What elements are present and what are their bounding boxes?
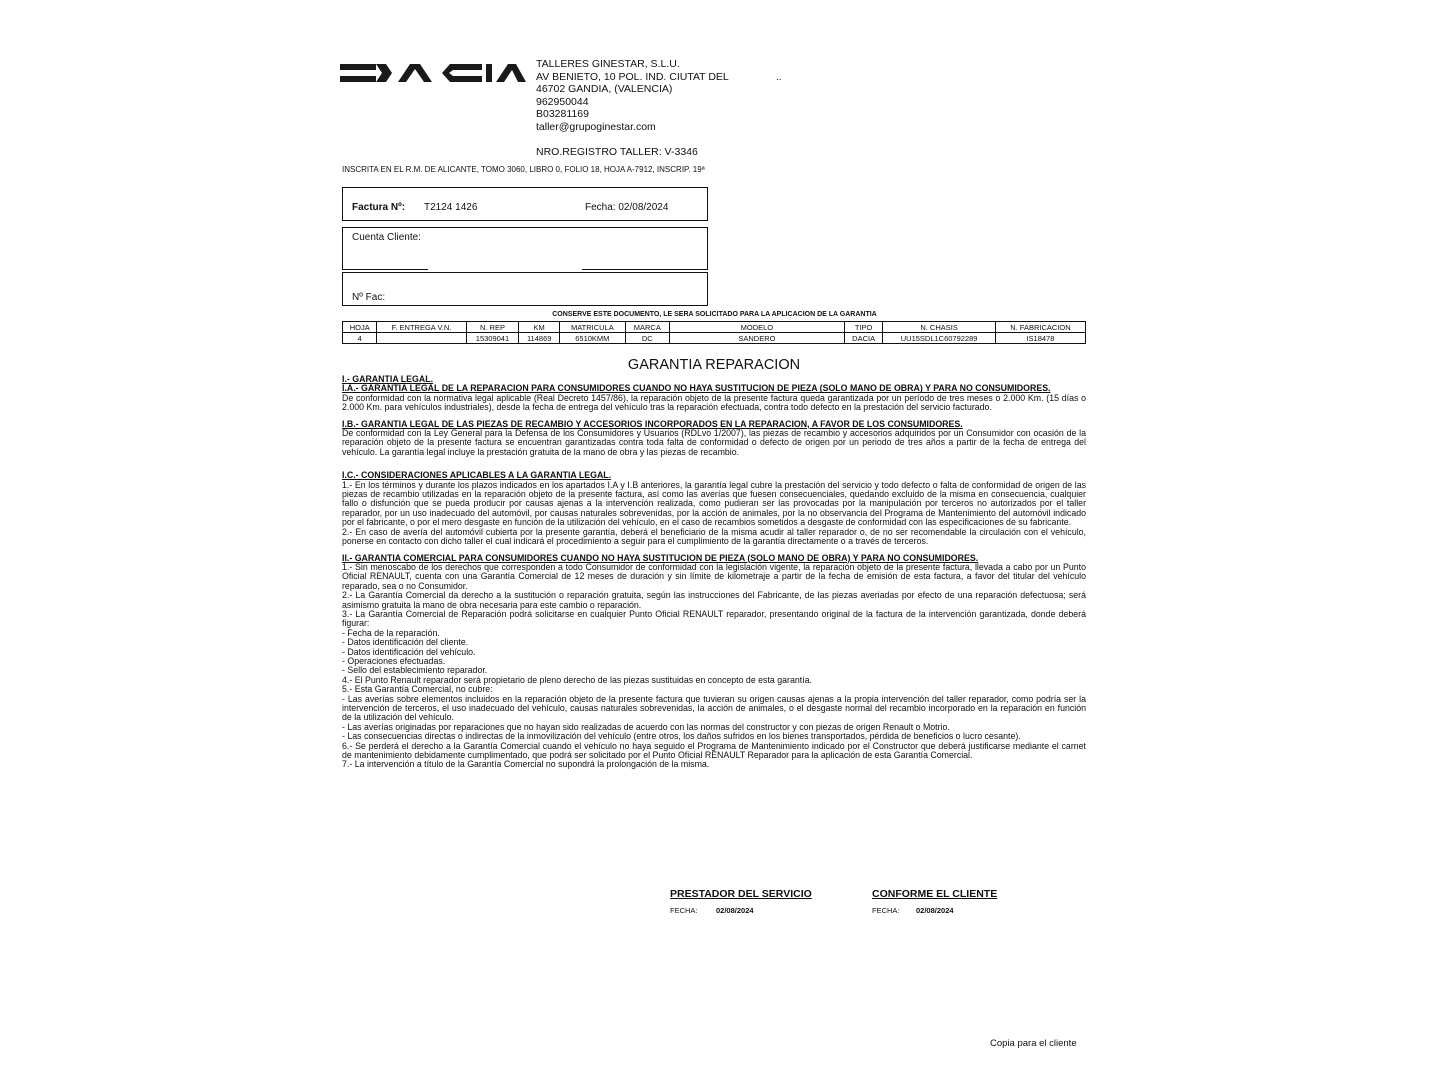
list-item: - Las consecuencias directas o indirectas de la inmovilización del vehículo (entre otros, los daños sufridos en los bienes transportados, pérdida de beneficios o lucro cesante). — [342, 731, 1021, 742]
fecha-label: FECHA: — [872, 906, 900, 915]
dots-mark: .. — [776, 72, 782, 83]
paragraph: 1.- En los términos y durante los plazos indicados en los apartados I.A y I.B anteriores, la garantía legal cubre la prestación del servicio y todo defecto o falta de conformidad de origen de las piezas de recambio utilizadas en la reparación objeto de la presente factura, así como las averías que fuesen consecuenciales, quedando excluido de la misma en consecuencia, cualquier fallo o disfunción que se pueda producir por causas ajenas a la intervención realizada, como pudieran ser las provocadas por la manipulación por terceros no autorizados por el taller reparador, por un uso inadecuado del automóvil, por causas naturales sobrevenidas, por la acción de animales, por la no observancia del Programa de Mantenimiento del automóvil indicado por el fabricante, o por el mero desgaste en función de la utilización del vehículo, en el caso de recambios sometidos a desgaste de conformidad con las especificaciones de su fabricante. — [342, 479, 1086, 528]
table-cell: UU15SDL1C60792289 — [883, 333, 996, 344]
header-cell: F. ENTREGA V.N. — [377, 322, 466, 333]
list-item: 5.- Esta Garantía Comercial, no cubre: — [342, 684, 493, 695]
table-cell: 15309041 — [466, 333, 519, 344]
inscripcion-registro: INSCRITA EN EL R.M. DE ALICANTE, TOMO 3060, LIBRO 0, FOLIO 18, HOJA A-7912, INSCRIP. 19ª — [342, 165, 705, 174]
list-item: 2.- La Garantía Comercial da derecho a la sustitución o reparación gratuita, según las instrucciones del Fabricante, de las piezas averiadas por efecto de una reparación defectuosa; será asimismo gratuita la mano de obra necesaria para este cambio o reparación. — [342, 590, 1086, 610]
vehicle-table — [342, 321, 1086, 344]
company-info — [536, 58, 729, 134]
table-cell: 6510KMM — [559, 333, 625, 344]
registro-taller: NRO.REGISTRO TALLER: V-3346 — [536, 146, 698, 158]
company-name: TALLERES GINESTAR, S.L.U. — [536, 58, 680, 70]
company-email: taller@grupoginestar.com — [536, 120, 656, 133]
nfac-label: Nº Fac: — [352, 292, 386, 303]
list-item: - Sello del establecimiento reparador. — [342, 665, 488, 676]
list-item: 7.- La intervención a título de la Garantía Comercial no supondrá la prolongación de la misma. — [342, 759, 710, 770]
header-cell: MARCA — [625, 322, 669, 333]
table-cell — [377, 333, 466, 344]
invoice-label: Factura Nº: — [352, 202, 406, 213]
table-cell: 4 — [343, 333, 377, 344]
document-title: GARANTIA REPARACION — [627, 357, 801, 373]
section-heading: I.C.- CONSIDERACIONES APLICABLES A LA GARANTIA LEGAL. — [342, 470, 612, 481]
fecha-label: FECHA: — [670, 906, 698, 915]
table-header-row — [343, 322, 1086, 333]
list-item: 6.- Se perderá el derecho a la Garantía Comercial cuando el vehículo no haya seguido el Programa de Mantenimiento indicado por el Constructor que deberá justificarse mediante el carnet de mantenimiento debidamente cumplimentado, que podrá ser solicitado por el Punto Oficial RENAULT Reparador para la aplicación de esta Garantía Comercial. — [342, 740, 1086, 761]
header-cell: TIPO — [844, 322, 882, 333]
table-cell: SANDERO — [669, 333, 844, 344]
list-item: - Datos identificación del vehículo. — [342, 646, 476, 657]
header-cell: MODELO — [669, 322, 844, 333]
list-item: - Las averías sobre elementos incluidos en la reparación objeto de la presente factura que tuvieran su origen causas ajenas a la propia intervención del taller reparador, como podría ser la intervención de terceros, el uso inadecuado del vehículo, causas naturales sobrevenidas, la acción de animales, o el desgaste normal del recambio incorporado en la reparación en función de la utilización del vehículo. — [342, 693, 1086, 723]
dacia-logo — [340, 62, 526, 84]
conserve-notice: CONSERVE ESTE DOCUMENTO, LE SERA SOLICITADO PARA LA APLICACION DE LA GARANTIA — [552, 311, 877, 318]
invoice-date: Fecha: 02/08/2024 — [585, 202, 669, 213]
list-item: - Las averías originadas por reparaciones que no hayan sido realizadas de acuerdo con las normas del constructor y con piezas de origen Renault o Motrio. — [342, 721, 950, 732]
list-item: 1.- Sin menoscabo de los derechos que corresponden a todo Consumidor de conformidad con la legislación vigente, la reparación objeto de la presente factura, llevada a cabo por un Punto Oficial RENAULT, cuenta con una Garantía Comercial de 12 meses de duración y sin límite de kilometraje a partir de la fecha de emisión de esta factura, a favor del titular del vehículo reparado, sea o no Consumidor. — [342, 561, 1086, 591]
prestador-title: PRESTADOR DEL SERVICIO — [670, 888, 812, 900]
list-item: 4.- El Punto Renault reparador será propietario de pleno derecho de las piezas sustituidas en concepto de esta garantía. — [342, 674, 812, 685]
cuenta-cliente-label: Cuenta Cliente: — [352, 232, 421, 243]
paragraph: De conformidad con la Ley General para la Defensa de los Consumidores y Usuarios (RDLvo 1/2007), las piezas de recambio y accesorios adquiridos por un Consumidor con ocasión de la reparación objeto de la presente factura se encuentran garantizadas contra toda falta de conformidad o defecto de origen por un periodo de tres años a partir de la fecha de entrega del vehículo. La garantía legal incluye la prestación gratuita de la mano de obra y las piezas de recambio. — [342, 428, 1086, 457]
table-row — [343, 333, 1086, 344]
company-address: AV BENIETO, 10 POL. IND. CIUTAT DEL — [536, 70, 729, 83]
header-cell: N. FABRICACION — [995, 322, 1085, 333]
table-cell: DACIA — [844, 333, 882, 344]
cliente-title: CONFORME EL CLIENTE — [872, 888, 998, 900]
company-phone: 962950044 — [536, 95, 589, 108]
header-cell: KM — [519, 322, 560, 333]
header-cell: HOJA — [343, 322, 377, 333]
list-item: - Operaciones efectuadas. — [342, 655, 446, 666]
section-heading: I.- GARANTIA LEGAL. — [342, 374, 434, 384]
invoice-number: T2124 1426 — [424, 202, 478, 213]
section-heading: I.B.- GARANTIA LEGAL DE LAS PIEZAS DE RECAMBIO Y ACCESORIOS INCORPORADOS EN LA REPARACION, A FAVOR DE LOS CONSUMIDORES. — [342, 418, 963, 429]
divider — [342, 269, 428, 270]
header-cell: MATRICULA — [559, 322, 625, 333]
list-item: - Datos identificación del cliente. — [342, 637, 469, 648]
nfac-box — [342, 272, 708, 306]
divider — [582, 269, 708, 270]
company-cif: B03281169 — [536, 108, 589, 121]
table-cell: IS18478 — [995, 333, 1085, 344]
paragraph: 2.- En caso de avería del automóvil cubierta por la presente garantía, deberá el beneficiario de la misma acudir al taller reparador o, de no ser recomendable la circulación con el vehículo, ponerse en contacto con dicho taller el cual indicará el procedimiento a seguir para el cumplimiento de la garantía directamente o a través de terceros. — [342, 526, 1086, 547]
copy-note: Copia para el cliente — [990, 1038, 1077, 1049]
header-cell: N. REP — [466, 322, 519, 333]
cliente-date: 02/08/2024 — [916, 906, 954, 915]
header-cell: N. CHASIS — [883, 322, 996, 333]
table-cell: 114869 — [519, 333, 560, 344]
list-item: 3.- La Garantía Comercial de Reparación podrá solicitarse en cualquier Punto Oficial RENAULT reparador, presentando original de la factura de la intervención garantizada, donde deberá figurar: — [342, 608, 1086, 629]
company-city: 46702 GANDIA, (VALENCIA) — [536, 83, 673, 96]
list-item: - Fecha de la reparación. — [342, 627, 440, 638]
section-heading: II.- GARANTIA COMERCIAL PARA CONSUMIDORES CUANDO NO HAYA SUSTITUCION DE PIEZA (SOLO MANO DE OBRA) Y PARA NO CONSUMIDORES. — [342, 552, 979, 563]
section-heading: I.A.- GARANTIA LEGAL DE LA REPARACION PARA CONSUMIDORES CUANDO NO HAYA SUSTITUCION DE PIEZA (SOLO MANO DE OBRA) Y PARA NO CONSUMIDORES. — [342, 383, 1051, 394]
table-cell: DC — [625, 333, 669, 344]
prestador-date: 02/08/2024 — [716, 906, 754, 915]
paragraph: De conformidad con la normativa legal aplicable (Real Decreto 1457/86), la reparación objeto de la presente factura queda garantizada por un período de tres meses o 2.000 Km. (15 días o 2.000 Km. para vehículos industriales), desde la fecha de entrega del vehículo tras la reparación efectuada, contra todo defecto en la prestación del servicio facturado. — [342, 392, 1086, 413]
warranty-body — [342, 375, 1086, 770]
